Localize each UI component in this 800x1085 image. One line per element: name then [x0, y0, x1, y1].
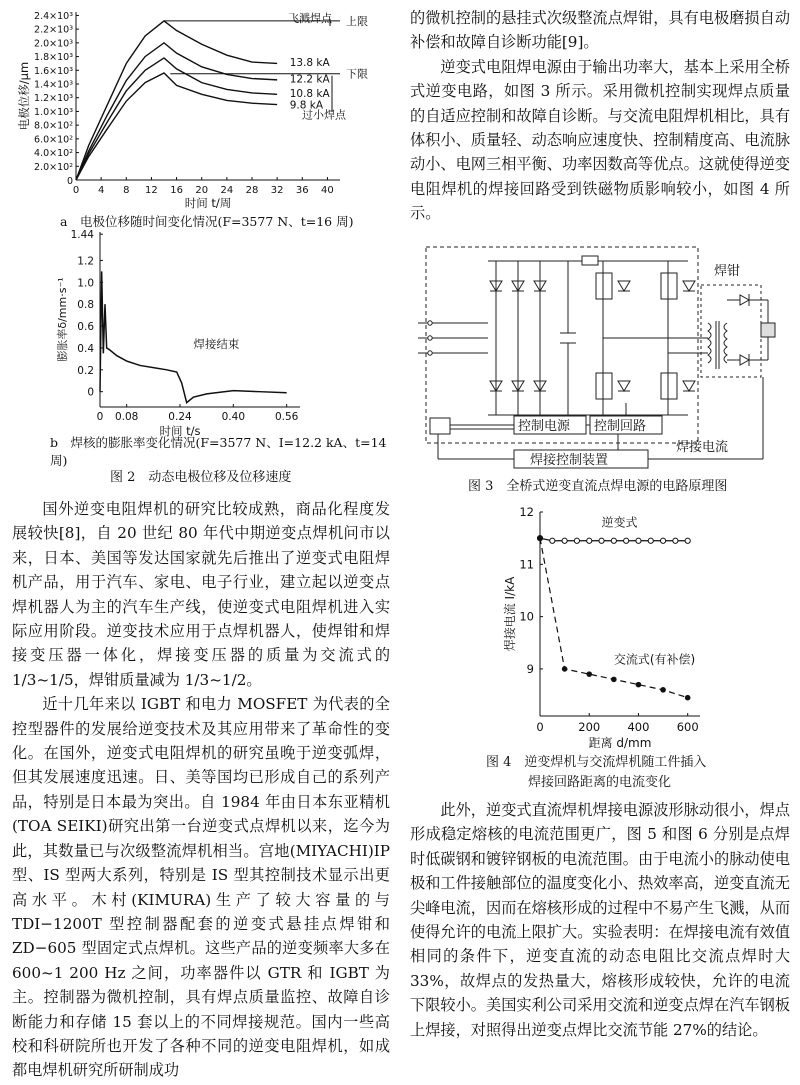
- circuit-diagram: [418, 243, 794, 475]
- data-point-ac: [636, 682, 642, 688]
- x-tick-label: 40: [321, 185, 334, 196]
- series-line: [76, 58, 277, 180]
- data-point-inverter: [648, 538, 653, 543]
- data-point-ac: [537, 535, 543, 541]
- series-line: [76, 43, 277, 180]
- data-point-ac: [586, 671, 592, 677]
- x-tick-label: 0: [96, 411, 104, 423]
- series-label: 10.8 kA: [289, 87, 330, 100]
- left-column-text: [12, 497, 390, 1083]
- y-tick-label: 0: [66, 176, 73, 187]
- y-axis-label: 电极位移/μm: [17, 61, 31, 131]
- x-tick-label: 24: [220, 185, 234, 196]
- data-point-inverter: [562, 538, 567, 543]
- chart-electrode-displacement: [10, 2, 390, 232]
- paragraph-more: 此外，逆变式直流焊机焊接电源波形脉动很小，焊点形成稳定熔核的电流范围更广，图 5 和图 6 分别是点焊时低碳钢和镀锌钢板的电流范围。由于电流小的脉动使电极和工件接触部位的温度变化小、热效率高，逆变直流无尖峰电流，因而在熔核形成的过程中不易产生飞溅，从而使得允许的电流上限扩大。实验表明：在焊接电流有效值相同的条件下，逆变直流的动态电阻比交流点焊时大 33%，故焊点的发热量大，熔核形成较快，允许的电流下限较小。美国实利公司采用交流和逆变点焊在汽车钢板上焊接，对照得出逆变点焊比交流节能 27%的结论。: [410, 801, 790, 1039]
- y-tick-label: 0.6: [77, 321, 94, 334]
- data-point-inverter: [550, 538, 555, 543]
- x-axis-label: 时间 t/s: [159, 424, 201, 438]
- data-point-inverter: [574, 538, 579, 543]
- series-line: [76, 73, 277, 180]
- y-tick-label: 1.2: [77, 255, 94, 268]
- y-tick-label: 12: [519, 505, 534, 519]
- chart-weld-current-distance: [480, 502, 720, 750]
- figure-4: [480, 502, 720, 750]
- weld-control-label: 焊接控制装置: [530, 453, 609, 468]
- x-tick-label: 200: [578, 720, 601, 734]
- fig3-caption: 图 3 全桥式逆变直流点焊电源的电路原理图: [468, 479, 728, 494]
- paragraph-overseas: 国外逆变电阻焊机的研究比较成熟，商品化程度发展较快[8]，自 20 世纪 80 年代中期逆变点焊机问市以来，日本、美国等发达国家就先后推出了逆变式电阻焊机产品，用于汽车、家电、电子行业，建立起以逆变点焊机器人为主的汽车生产线，使逆变式电阻焊机进入实际应用阶段。逆变技术应用于点焊机器人，使焊钳和焊接变压器一体化，焊接变压器的质量为交流式的 1/3~1/5，焊钳质量减为 1/3~1/2。: [12, 500, 390, 689]
- y-tick-label: 11: [519, 557, 534, 572]
- three-phase-input: [418, 321, 488, 355]
- series-label-ac: 交流式(有补偿): [613, 652, 696, 667]
- data-point-inverter: [599, 538, 604, 543]
- data-point-inverter: [685, 538, 690, 543]
- igbt-bridge: [596, 261, 708, 415]
- y-tick-label: 8.0×10²: [34, 120, 73, 132]
- x-tick-label: 28: [245, 185, 259, 196]
- weld-end-label: 焊接结束: [193, 336, 240, 351]
- y-tick-label: 9: [526, 661, 534, 676]
- y-tick-label: 1.8×10³: [34, 52, 73, 64]
- y-tick-label: 1.4×10³: [34, 79, 73, 91]
- lower-limit-label: 下限: [346, 67, 368, 81]
- figure-2a: [10, 2, 390, 232]
- x-tick-label: 0.56: [274, 411, 299, 423]
- figure-2b: [10, 224, 390, 444]
- y-tick-label: 1.44: [70, 229, 94, 242]
- paragraph-continued: 的微机控制的悬挂式次级整流点焊钳，具有电极磨损自动补偿和故障自诊断功能[9]。: [410, 9, 790, 52]
- data-point-inverter: [660, 538, 665, 543]
- x-tick-label: 0.08: [114, 411, 139, 423]
- x-axis-label: 距离 d/mm: [588, 736, 652, 750]
- rectifier-bridge: [488, 261, 558, 415]
- y-tick-label: 0.2: [77, 364, 94, 377]
- spatter-label: 飞溅焊点: [288, 12, 332, 25]
- series-label-inverter: 逆变式: [601, 515, 638, 530]
- series-line-ac: [540, 538, 688, 698]
- data-point-ac: [660, 687, 666, 693]
- y-tick-label: 2.4×10³: [34, 10, 73, 22]
- x-tick-label: 0: [72, 185, 80, 196]
- y-tick-label: 1.2×10³: [34, 93, 73, 105]
- data-point-inverter: [587, 538, 592, 543]
- data-point-inverter: [611, 538, 616, 543]
- x-tick-label: 32: [270, 185, 284, 196]
- x-tick-label: 600: [676, 720, 699, 734]
- control-loop-label: 控制回路: [594, 419, 647, 434]
- x-tick-label: 4: [97, 185, 105, 196]
- y-tick-label: 6.0×10²: [34, 134, 73, 146]
- paragraph-igbt: 近十几年来以 IGBT 和电力 MOSFET 为代表的全控型器件的发展给逆变技术及其应用带来了革命性的变化。在国外，逆变式电阻焊机的研究虽晚于逆变弧焊，但其发展速度迅速。日、美等国均已形成自己的系列产品，特别是日本最为突出。自 1984 年由日本东亚精机(TOA SEIKI)研究出第一台逆变式点焊机以来，迄今为此，其数量已与次级整流焊机相当。宫地(MIYACHI)IP 型、IS 型两大系列，特别是 IS 型其控制技术显示出更高水平。木村(KIMURA)生产了较大容量的与 TDI−1200T 型控制器配套的逆变式悬挂点焊钳和 ZD−605 型固定式点焊机。这些产品的逆变频率大多在 600~1 200 Hz 之间，功率器件以 GTR 和 IGBT 为主。控制器为微机控制，具有焊点质量监控、故障自诊断能力和存储 15 套以上的不同焊接规范。国内一些高校和科研院所也开发了各种不同的逆变电阻焊机，如成都电焊机研究所研制成功: [12, 695, 390, 1080]
- data-point-inverter: [624, 538, 629, 543]
- y-tick-label: 1.0: [77, 277, 94, 290]
- y-axis-label: 焊接电流 I/kA: [503, 576, 517, 652]
- y-tick-label: 2.2×10³: [34, 24, 73, 36]
- paragraph-inverter: 逆变式电阻焊电源由于输出功率大，基本上采用全桥式逆变电路，如图 3 所示。采用微机控制实现焊点质量的自适应控制和故障自诊断。与交流电阻焊机相比，具有体积小、质量轻、动态响应速度快、控制精度高、电流脉动小、电网三相平衡、功率因数高等优点。这就使得逆变电阻焊机的焊接回路受到铁磁物质影响较小，如图 4 所示。: [410, 57, 790, 223]
- chart-expansion-rate: [10, 224, 390, 444]
- series-line: [76, 21, 277, 180]
- clamp-label: 焊钳: [714, 264, 741, 279]
- upper-limit-label: 上限: [346, 14, 368, 28]
- x-tick-label: 8: [123, 185, 130, 196]
- fig4-caption-line1: 图 4 逆变焊机与交流焊机随工件插入: [486, 755, 707, 770]
- x-tick-label: 0: [536, 720, 544, 734]
- data-point-ac: [562, 666, 568, 672]
- fig4-caption-line2: 焊接回路距离的电流变化: [528, 775, 672, 790]
- control-power-label: 控制电源: [518, 419, 571, 434]
- transformer-and-clamp: [701, 285, 775, 377]
- figure-3: [418, 243, 794, 475]
- y-tick-label: 0.4: [77, 342, 94, 355]
- weld-current-label: 焊接电流: [676, 440, 729, 455]
- x-tick-label: 0.24: [168, 411, 192, 423]
- small-weld-label: 过小焊点: [302, 108, 346, 122]
- x-tick-label: 12: [145, 185, 158, 196]
- x-axis-label: 时间 t/周: [184, 196, 232, 210]
- y-tick-label: 0.8: [77, 299, 94, 312]
- right-column-bottom-text: [410, 798, 790, 1042]
- y-tick-label: 2.0×10³: [34, 38, 73, 50]
- y-tick-label: 0: [87, 386, 94, 399]
- x-tick-label: 0.40: [221, 411, 246, 423]
- y-axis-label: 膨胀率δ/mm·s⁻¹: [56, 277, 69, 362]
- x-tick-label: 16: [170, 185, 183, 196]
- y-tick-label: 10: [519, 609, 534, 624]
- series-label: 13.8 kA: [289, 57, 330, 70]
- right-column-top-text: [410, 6, 790, 226]
- x-tick-label: 20: [195, 185, 209, 196]
- fig2b-caption: b 焊核的膨胀率变化情况(F=3577 N、I=12.2 kA、t=14周): [50, 435, 387, 468]
- series-label: 9.8 kA: [289, 99, 324, 112]
- y-tick-label: 1.6×10³: [34, 65, 73, 77]
- dashed-enclosure: [426, 247, 698, 443]
- y-tick-label: 2.0×10²: [34, 161, 73, 173]
- data-point-inverter: [673, 538, 678, 543]
- fig2-caption: 图 2 动态电极位移及位移速度: [110, 470, 292, 485]
- y-tick-label: 1.0×10³: [34, 106, 73, 118]
- series-label: 12.2 kA: [289, 73, 330, 86]
- data-point-inverter: [636, 538, 641, 543]
- x-tick-label: 400: [627, 720, 650, 734]
- data-point-ac: [685, 695, 691, 701]
- fig2a-caption: a 电极位移随时间变化情况(F=3577 N、t=16 周): [60, 214, 354, 229]
- y-tick-label: 4.0×10²: [34, 148, 73, 160]
- data-point-ac: [611, 677, 617, 683]
- x-tick-label: 36: [295, 185, 309, 196]
